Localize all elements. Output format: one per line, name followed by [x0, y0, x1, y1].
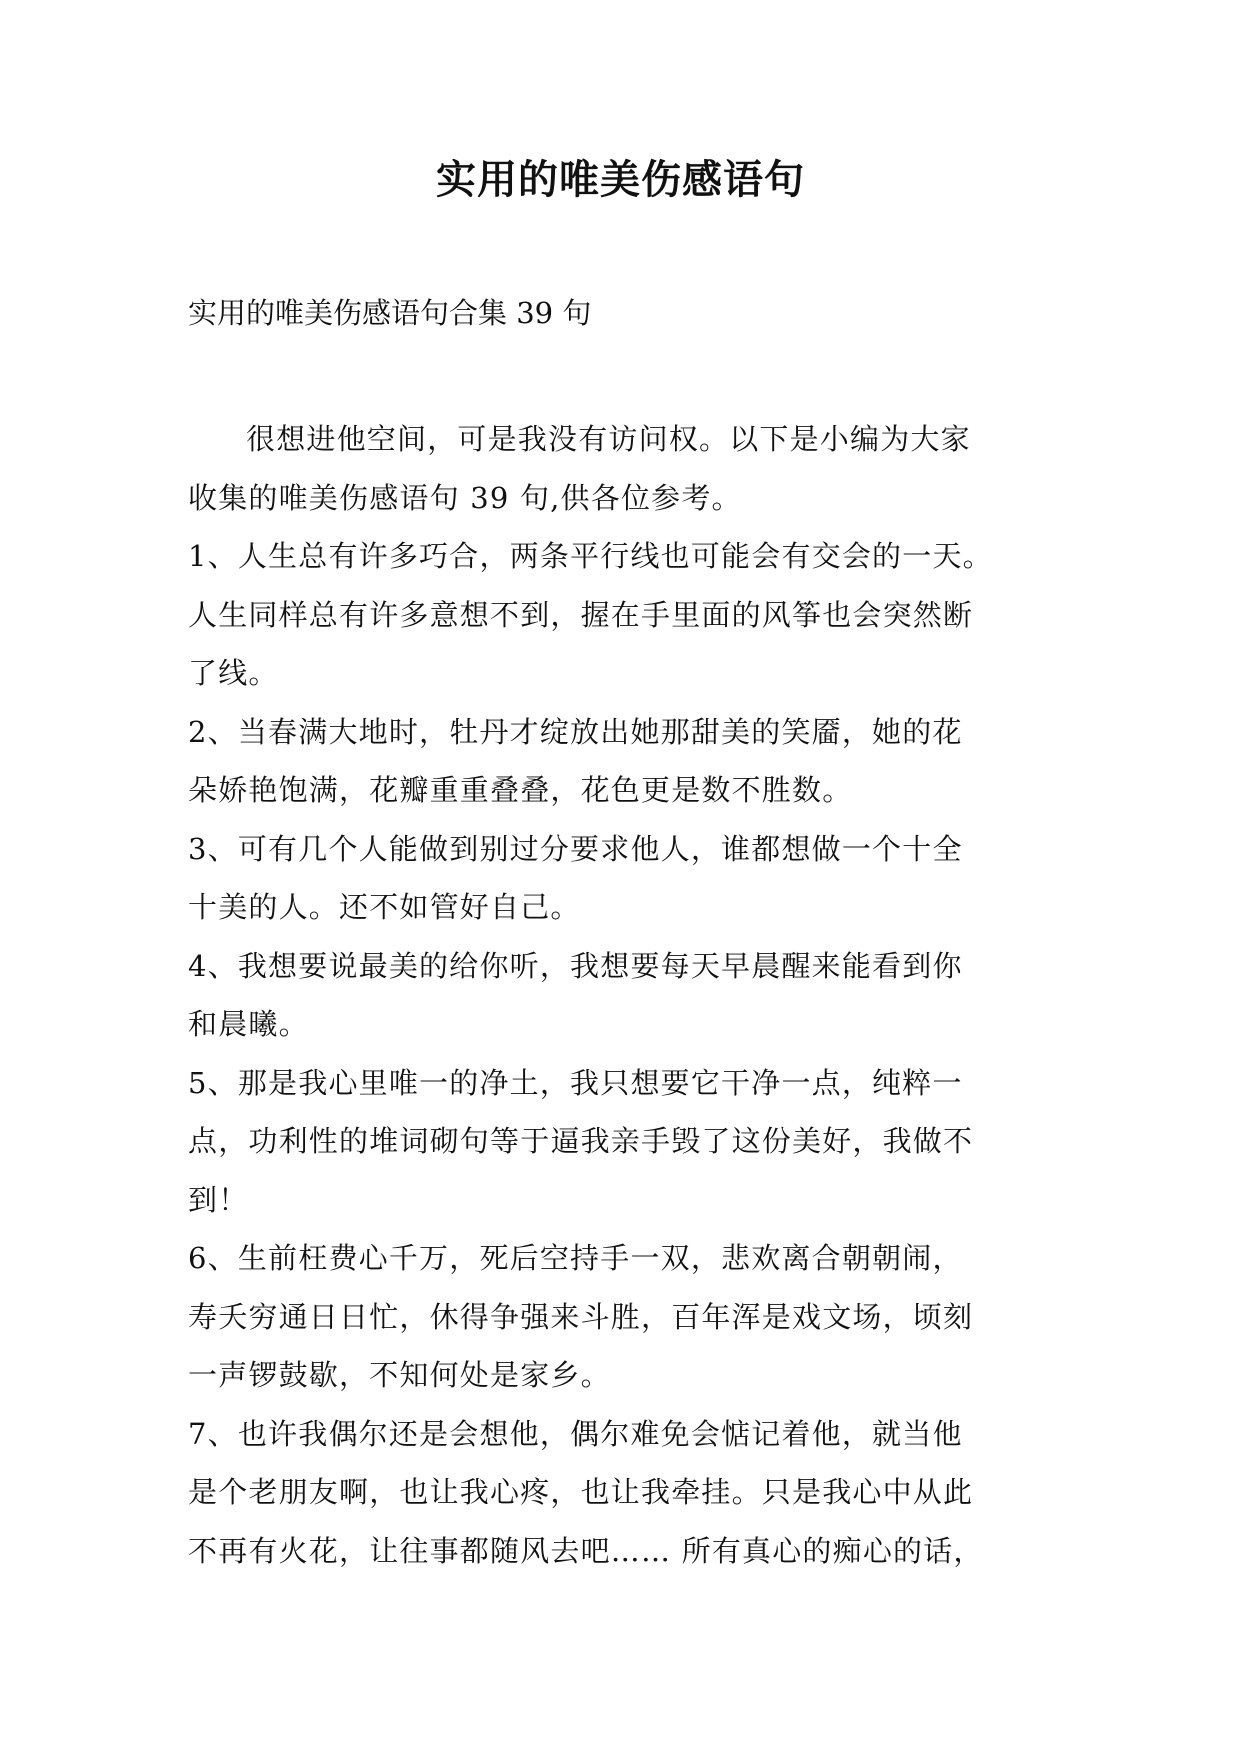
- paragraph-line: 寿夭穷通日日忙，休得争强来斗胜，百年浑是戏文场，顷刻: [188, 1299, 974, 1334]
- paragraph-line: 2、当春满大地时，牡丹才绽放出她那甜美的笑靥，她的花: [188, 714, 963, 749]
- paragraph-line: 一声锣鼓歇，不知何处是家乡。: [188, 1358, 611, 1392]
- paragraph-line: 1、人生总有许多巧合，两条平行线也可能会有交会的一天。: [188, 539, 993, 573]
- document-body: [188, 410, 1058, 1580]
- paragraph-line: 4、我想要说最美的给你听，我想要每天早晨醒来能看到你: [188, 948, 963, 983]
- paragraph-line: 6、生前枉费心千万，死后空持手一双，悲欢离合朝朝闹，: [188, 1241, 963, 1275]
- paragraph-line: 7、也许我偶尔还是会想他，偶尔难免会惦记着他，就当他: [188, 1416, 963, 1451]
- paragraph-line: 朵娇艳饱满，花瓣重重叠叠，花色更是数不胜数。: [188, 773, 853, 807]
- paragraph-line: 3、可有几个人能做到别过分要求他人，谁都想做一个十全: [188, 831, 963, 866]
- paragraph-line: 是个老朋友啊，也让我心疼，也让我牵挂。只是我心中从此: [188, 1475, 974, 1509]
- paragraph-line: 和晨曦。: [188, 1007, 309, 1041]
- paragraph-line: 5、那是我心里唯一的净土，我只想要它干净一点，纯粹一: [188, 1065, 963, 1100]
- document-subtitle: 实用的唯美伤感语句合集 39 句: [188, 296, 592, 330]
- paragraph-line: 点，功利性的堆词砌句等于逼我亲手毁了这份美好，我做不: [188, 1124, 974, 1158]
- paragraph-line: 很想进他空间，可是我没有访问权。以下是小编为大家: [246, 422, 971, 456]
- paragraph-line: 不再有火花，让往事都随风去吧…… 所有真心的痴心的话，: [188, 1533, 984, 1568]
- paragraph-line: 到！: [188, 1182, 249, 1217]
- paragraph-line: 收集的唯美伤感语句 39 句,供各位参考。: [188, 480, 742, 515]
- document-title: 实用的唯美伤感语句: [436, 157, 805, 203]
- paragraph-line: 了线。: [188, 656, 279, 690]
- paragraph-line: 十美的人。还不如管好自己。: [188, 890, 581, 924]
- paragraph-line: 人生同样总有许多意想不到，握在手里面的风筝也会突然断: [188, 597, 974, 632]
